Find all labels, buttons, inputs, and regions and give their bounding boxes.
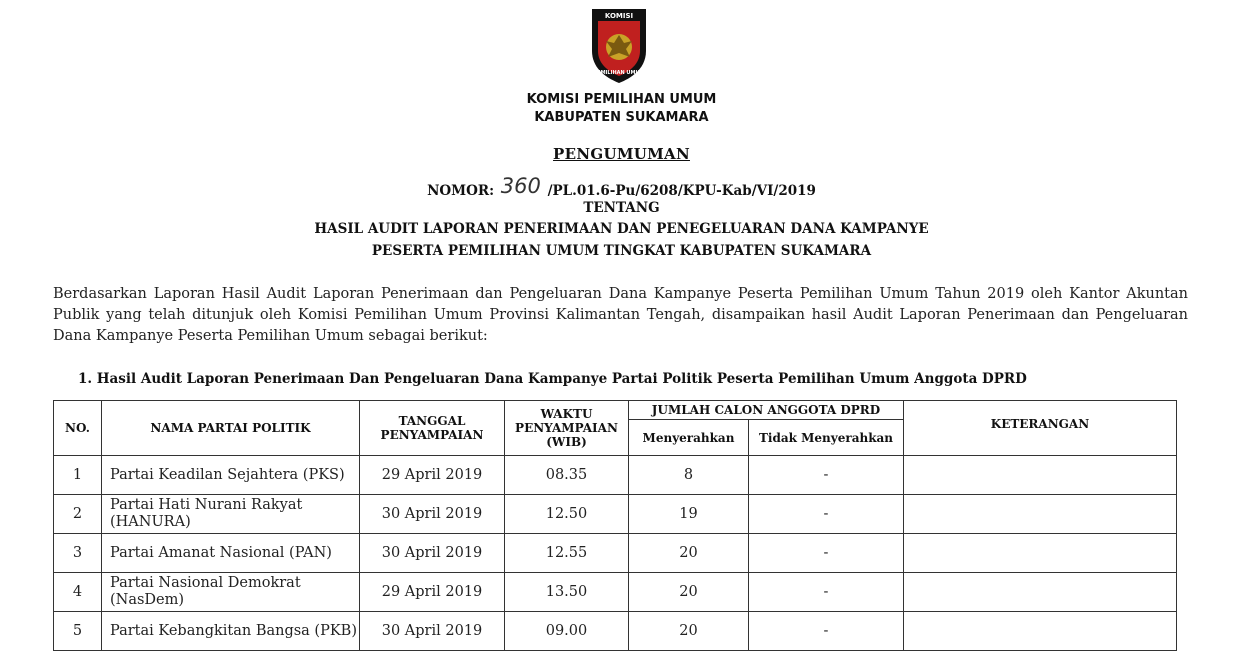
nomor-suffix: /PL.01.6-Pu/6208/KPU-Kab/VI/2019: [547, 183, 816, 199]
cell-remarks: [904, 534, 1177, 573]
header-not-submitted: Tidak Menyerahkan: [749, 420, 904, 456]
intro-paragraph: Berdasarkan Laporan Hasil Audit Laporan Penerimaan dan Pengeluaran Dana Kampanye Peserta Pemilihan Umum Tahun 2019 oleh Kantor Akuntan Publik yang telah ditunjuk oleh Komisi Pemilihan Umum Provinsi Kalimantan Tengah, disampaikan hasil Audit Laporan Penerimaan dan Pengeluaran Dana Kampanye Peserta Pemilihan Umum sebagai berikut:: [53, 286, 1188, 344]
header-remarks: KETERANGAN: [904, 401, 1177, 456]
tentang-label: TENTANG: [583, 200, 660, 216]
cell-submitted: 20: [629, 573, 749, 612]
section-title: 1. Hasil Audit Laporan Penerimaan Dan Pengeluaran Dana Kampanye Partai Politik Peserta Pemilihan Umum Anggota DPRD: [78, 371, 1027, 387]
kpu-logo: [586, 5, 652, 85]
cell-not-submitted: -: [749, 612, 904, 651]
cell-date: 30 April 2019: [360, 495, 505, 534]
header-candidates: JUMLAH CALON ANGGOTA DPRD: [629, 401, 904, 420]
cell-submitted: 8: [629, 456, 749, 495]
cell-no: 3: [54, 534, 102, 573]
org-name-line2: KABUPATEN SUKAMARA: [534, 110, 709, 125]
cell-date: 30 April 2019: [360, 534, 505, 573]
nomor-prefix: NOMOR:: [427, 183, 495, 199]
table-row: [54, 612, 1177, 651]
header-party: NAMA PARTAI POLITIK: [102, 401, 360, 456]
cell-submitted: 19: [629, 495, 749, 534]
subject-line1: HASIL AUDIT LAPORAN PENERIMAAN DAN PENEGELUARAN DANA KAMPANYE: [314, 221, 929, 237]
table-row: [54, 495, 1177, 534]
cell-remarks: [904, 456, 1177, 495]
cell-party: Partai Hati Nurani Rakyat (HANURA): [102, 495, 360, 534]
cell-no: 2: [54, 495, 102, 534]
cell-time: 13.50: [505, 573, 629, 612]
announcement-title: PENGUMUMAN: [553, 145, 690, 163]
cell-time: 09.00: [505, 612, 629, 651]
cell-party: Partai Keadilan Sejahtera (PKS): [102, 456, 360, 495]
cell-party: Partai Amanat Nasional (PAN): [102, 534, 360, 573]
cell-remarks: [904, 573, 1177, 612]
header-date: TANGGAL PENYAMPAIAN: [360, 401, 505, 456]
document-number: [0, 176, 1243, 200]
cell-not-submitted: -: [749, 456, 904, 495]
table-row: [54, 534, 1177, 573]
svg-text:KOMISI: KOMISI: [604, 12, 634, 20]
cell-not-submitted: -: [749, 534, 904, 573]
table-row: [54, 456, 1177, 495]
cell-remarks: [904, 495, 1177, 534]
cell-no: 4: [54, 573, 102, 612]
cell-time: 12.50: [505, 495, 629, 534]
header-time: WAKTU PENYAMPAIAN (WIB): [505, 401, 629, 456]
nomor-handwritten: 360: [500, 174, 541, 198]
table-row: [54, 573, 1177, 612]
subject-line2: PESERTA PEMILIHAN UMUM TINGKAT KABUPATEN SUKAMARA: [371, 243, 872, 259]
cell-party: Partai Nasional Demokrat (NasDem): [102, 573, 360, 612]
header-submitted: Menyerahkan: [629, 420, 749, 456]
svg-text:PEMILIHAN UMUM: PEMILIHAN UMUM: [593, 70, 645, 76]
cell-submitted: 20: [629, 612, 749, 651]
cell-time: 12.55: [505, 534, 629, 573]
cell-no: 5: [54, 612, 102, 651]
cell-date: 30 April 2019: [360, 612, 505, 651]
cell-date: 29 April 2019: [360, 573, 505, 612]
cell-not-submitted: -: [749, 495, 904, 534]
audit-results-table: [53, 400, 1177, 651]
org-name-line1: KOMISI PEMILIHAN UMUM: [526, 92, 717, 107]
cell-date: 29 April 2019: [360, 456, 505, 495]
cell-time: 08.35: [505, 456, 629, 495]
cell-submitted: 20: [629, 534, 749, 573]
cell-party: Partai Kebangkitan Bangsa (PKB): [102, 612, 360, 651]
cell-remarks: [904, 612, 1177, 651]
cell-no: 1: [54, 456, 102, 495]
header-no: NO.: [54, 401, 102, 456]
cell-not-submitted: -: [749, 573, 904, 612]
